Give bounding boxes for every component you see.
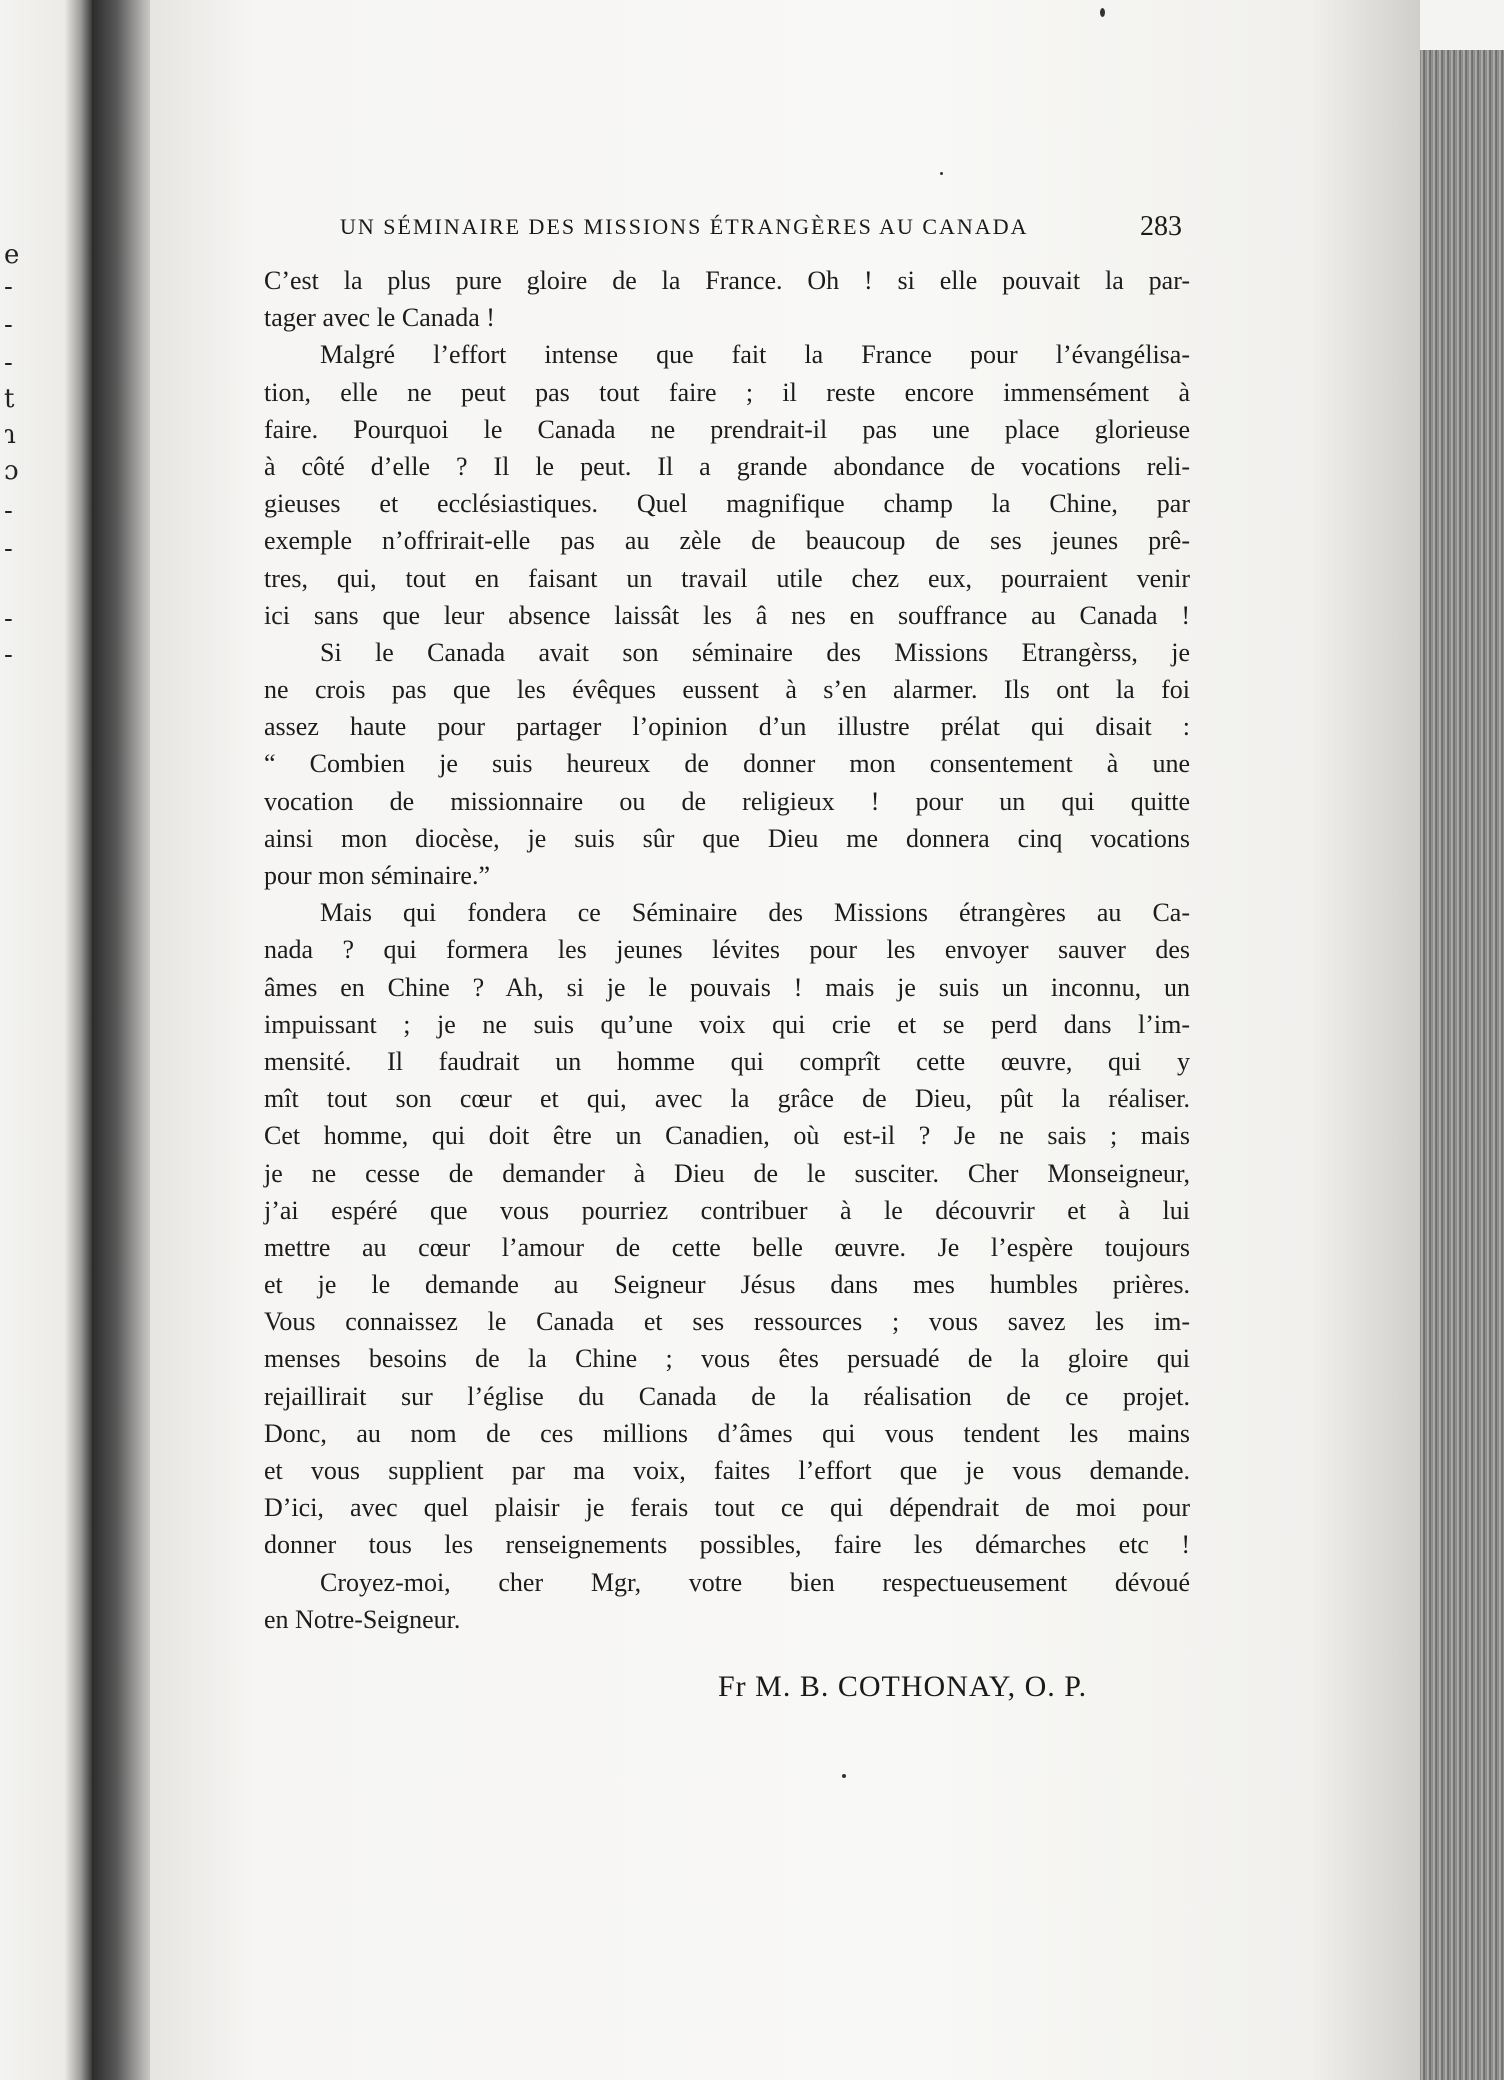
margin-mark: - <box>4 496 13 526</box>
page-stack-top <box>1420 0 1504 50</box>
text-line: faire. Pourquoi le Canada ne prendrait-il pas une place glorieuse <box>264 414 1190 444</box>
margin-mark: - <box>4 310 13 340</box>
margin-mark: e <box>4 240 20 270</box>
text-line: en Notre-Seigneur. <box>264 1604 461 1634</box>
text-line: D’ici, avec quel plaisir je ferais tout ce qui dépendrait de moi pour <box>264 1493 1190 1523</box>
text-line: donner tous les renseignements possibles, faire les démarches etc ! <box>264 1530 1190 1560</box>
text-line: tion, elle ne peut pas tout faire ; il reste encore immensément à <box>264 377 1190 407</box>
text-line: Cet homme, qui doit être un Canadien, où est-il ? Je ne sais ; mais <box>264 1121 1190 1151</box>
text-line: à côté d’elle ? Il le peut. Il a grande abondance de vocations reli- <box>264 451 1190 481</box>
body-text <box>264 262 1190 1638</box>
text-line: tager avec le Canada ! <box>264 303 495 333</box>
text-line: “ Combien je suis heureux de donner mon consentement à une <box>264 749 1190 779</box>
margin-mark: ɔ <box>4 456 19 486</box>
text-line: Si le Canada avait son séminaire des Missions Etrangèrss, je <box>320 637 1190 667</box>
text-line: Mais qui fondera ce Séminaire des Missions étrangères au Ca- <box>320 898 1190 928</box>
margin-mark: ɿ <box>4 420 16 450</box>
margin-mark: t <box>4 384 15 414</box>
scan-speck <box>1100 8 1105 17</box>
text-line: nada ? qui formera les jeunes lévites pour les envoyer sauver des <box>264 935 1190 965</box>
scan-speck <box>842 1774 846 1778</box>
left-facing-page-edge <box>0 0 92 2080</box>
text-line: j’ai espéré que vous pourriez contribuer à le découvrir et à lui <box>264 1195 1190 1225</box>
text-line: vocation de missionnaire ou de religieux ! pour un qui quitte <box>264 786 1190 816</box>
margin-mark: - <box>4 534 13 564</box>
page-stack-edges <box>1420 50 1504 2080</box>
margin-mark: - <box>4 640 13 670</box>
text-line: tres, qui, tout en faisant un travail utile chez eux, pourraient venir <box>264 563 1190 593</box>
text-line: ici sans que leur absence laissât les â nes en souffrance au Canada ! <box>264 600 1190 630</box>
text-line: menses besoins de la Chine ; vous êtes persuadé de la gloire qui <box>264 1344 1190 1374</box>
text-line: C’est la plus pure gloire de la France. Oh ! si elle pouvait la par- <box>264 266 1190 295</box>
text-line: et je le demande au Seigneur Jésus dans mes humbles prières. <box>264 1270 1190 1300</box>
text-line: gieuses et ecclésiastiques. Quel magnifique champ la Chine, par <box>264 489 1190 519</box>
text-line: Malgré l’effort intense que fait la France pour l’évangélisa- <box>320 340 1190 370</box>
text-line: Croyez-moi, cher Mgr, votre bien respectueusement dévoué <box>320 1567 1190 1597</box>
signature: Fr M. B. COTHONAY, O. P. <box>718 1670 1088 1703</box>
text-line: exemple n’offrirait-elle pas au zèle de beaucoup de ses jeunes prê- <box>264 526 1190 556</box>
text-line: ainsi mon diocèse, je suis sûr que Dieu me donnera cinq vocations <box>264 823 1190 853</box>
margin-mark: - <box>4 272 13 302</box>
text-line: rejaillirait sur l’église du Canada de la réalisation de ce projet. <box>264 1381 1190 1411</box>
text-line: mît tout son cœur et qui, avec la grâce de Dieu, pût la réaliser. <box>264 1084 1190 1114</box>
text-line: mettre au cœur l’amour de cette belle œuvre. Je l’espère toujours <box>264 1232 1190 1262</box>
running-head: UN SÉMINAIRE DES MISSIONS ÉTRANGÈRES AU CANADA <box>340 214 1029 239</box>
margin-mark: - <box>4 348 13 378</box>
margin-mark: - <box>4 604 13 634</box>
text-line: pour mon séminaire.” <box>264 861 490 890</box>
text-line: impuissant ; je ne suis qu’une voix qui crie et se perd dans l’im- <box>264 1009 1190 1039</box>
text-line: assez haute pour partager l’opinion d’un illustre prélat qui disait : <box>264 712 1190 742</box>
text-line: ne crois pas que les évêques eussent à s’en alarmer. Ils ont la foi <box>264 675 1190 705</box>
scan-speck <box>940 172 943 175</box>
text-line: mensité. Il faudrait un homme qui comprît cette œuvre, qui y <box>264 1046 1190 1076</box>
text-line: âmes en Chine ? Ah, si je le pouvais ! mais je suis un inconnu, un <box>264 972 1190 1002</box>
page-number: 283 <box>1140 211 1182 242</box>
text-line: je ne cesse de demander à Dieu de le susciter. Cher Monseigneur, <box>264 1158 1190 1188</box>
text-line: et vous supplient par ma voix, faites l’effort que je vous demande. <box>264 1456 1190 1485</box>
text-line: Donc, au nom de ces millions d’âmes qui vous tendent les mains <box>264 1418 1190 1448</box>
text-line: Vous connaissez le Canada et ses ressources ; vous savez les im- <box>264 1307 1190 1337</box>
